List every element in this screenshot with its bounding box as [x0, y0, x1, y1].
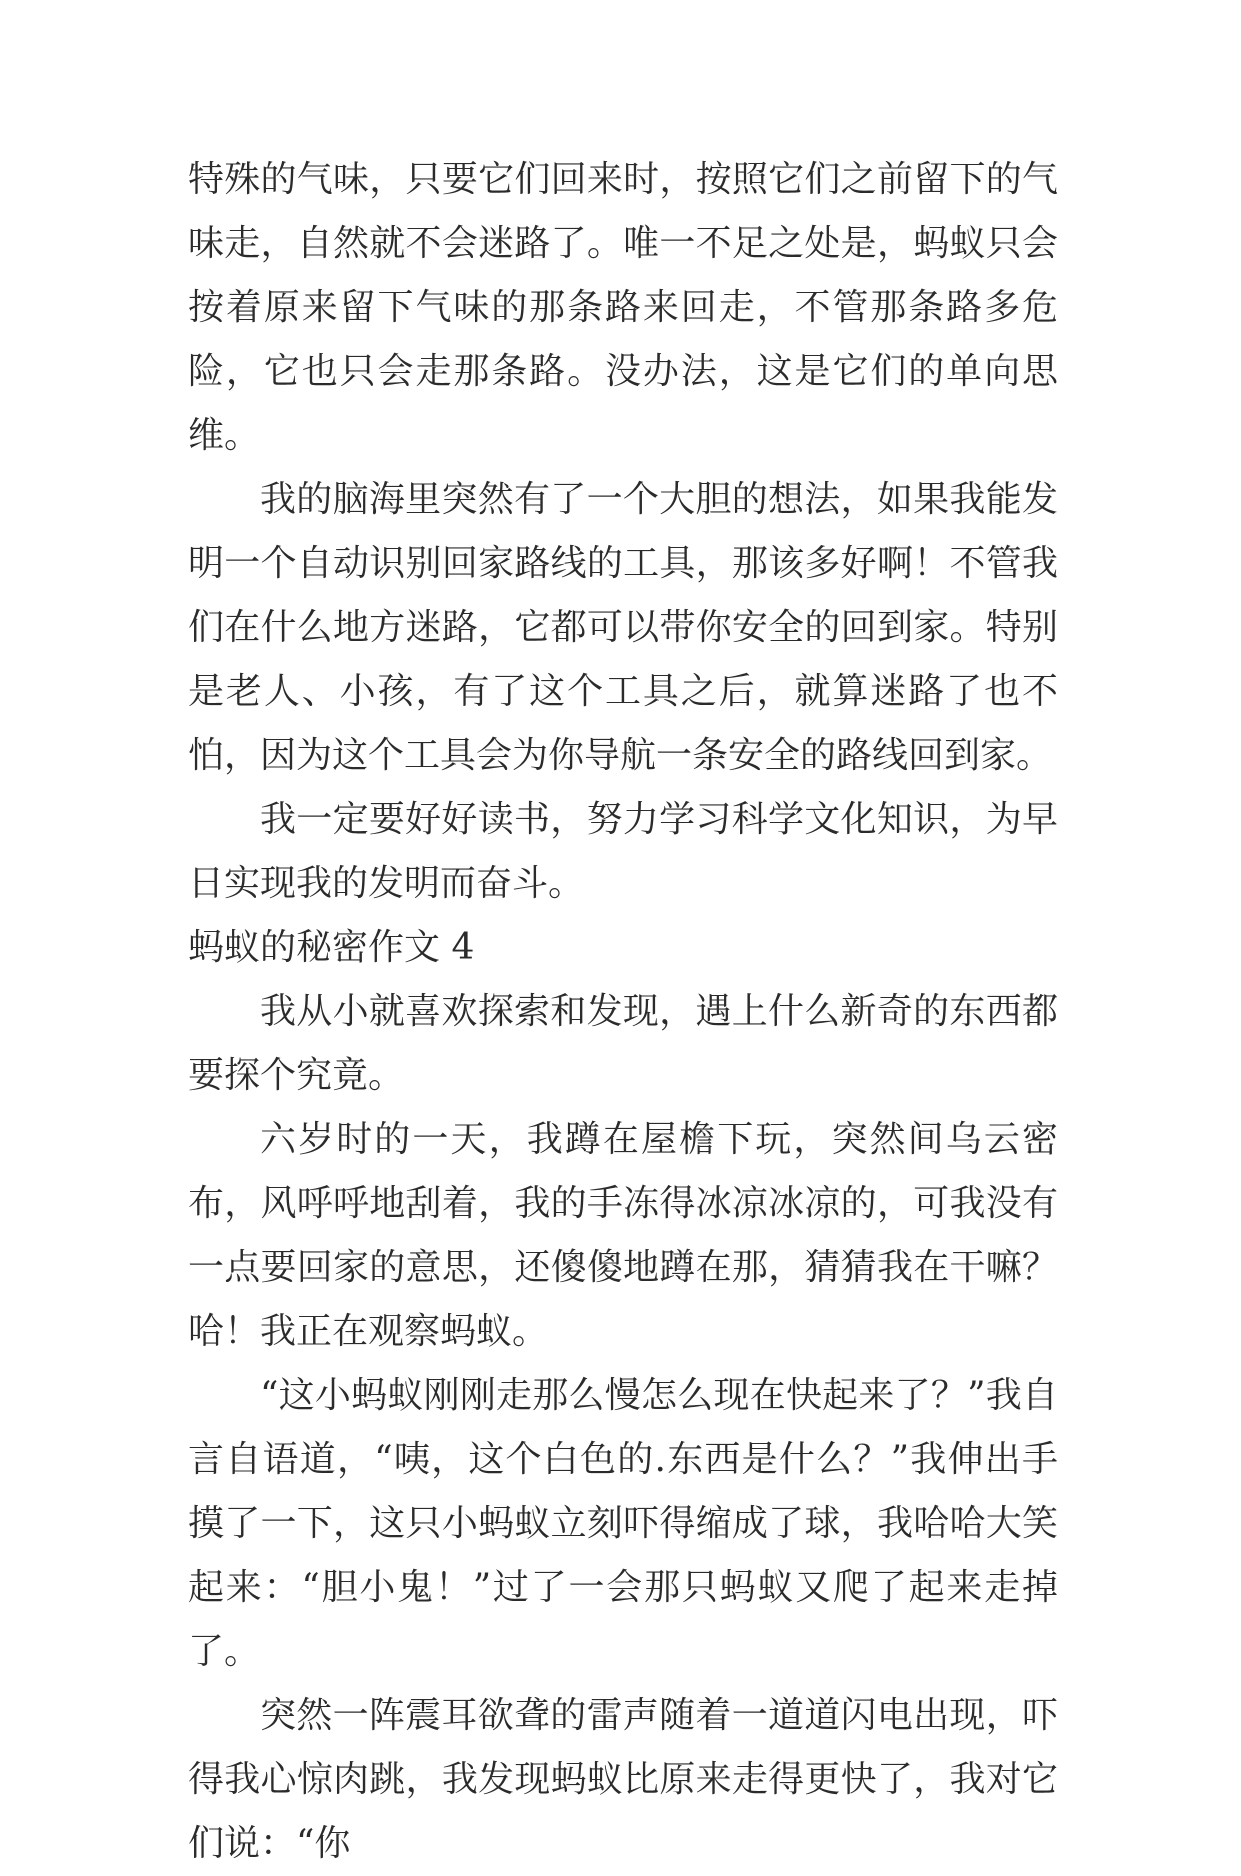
document-body: [188, 148, 1058, 1876]
paragraph: 我从小就喜欢探索和发现，遇上什么新奇的东西都要探个究竟。: [188, 991, 1058, 1096]
paragraph: 突然一阵震耳欲聋的雷声随着一道道闪电出现，吓得我心惊肉跳，我发现蚂蚁比原来走得更快了，我对它们说：“你: [188, 1695, 1058, 1864]
paragraph: 我的脑海里突然有了一个大胆的想法，如果我能发明一个自动识别回家路线的工具，那该多好啊！不管我们在什么地方迷路，它都可以带你安全的回到家。特别是老人、小孩，有了这个工具之后，就算迷路了也不怕，因为这个工具会为你导航一条安全的路线回到家。: [188, 479, 1058, 776]
paragraph: “这小蚂蚁刚刚走那么慢怎么现在快起来了？”我自言自语道，“咦，这个白色的.东西是什么？”我伸出手摸了一下，这只小蚂蚁立刻吓得缩成了球，我哈哈大笑起来：“胆小鬼！”过了一会那只蚂蚁又爬了起来走掉了。: [188, 1375, 1058, 1672]
paragraph: 我一定要好好读书，努力学习科学文化知识，为早日实现我的发明而奋斗。: [188, 799, 1058, 904]
section-heading: 蚂蚁的秘密作文 4: [188, 927, 475, 968]
paragraph: 六岁时的一天，我蹲在屋檐下玩，突然间乌云密布，风呼呼地刮着，我的手冻得冰凉冰凉的，可我没有一点要回家的意思，还傻傻地蹲在那，猜猜我在干嘛？哈！我正在观察蚂蚁。: [188, 1119, 1058, 1352]
paragraph: 特殊的气味，只要它们回来时，按照它们之前留下的气味走，自然就不会迷路了。唯一不足之处是，蚂蚁只会按着原来留下气味的那条路来回走，不管那条路多危险，它也只会走那条路。没办法，这是它们的单向思维。: [188, 159, 1058, 456]
